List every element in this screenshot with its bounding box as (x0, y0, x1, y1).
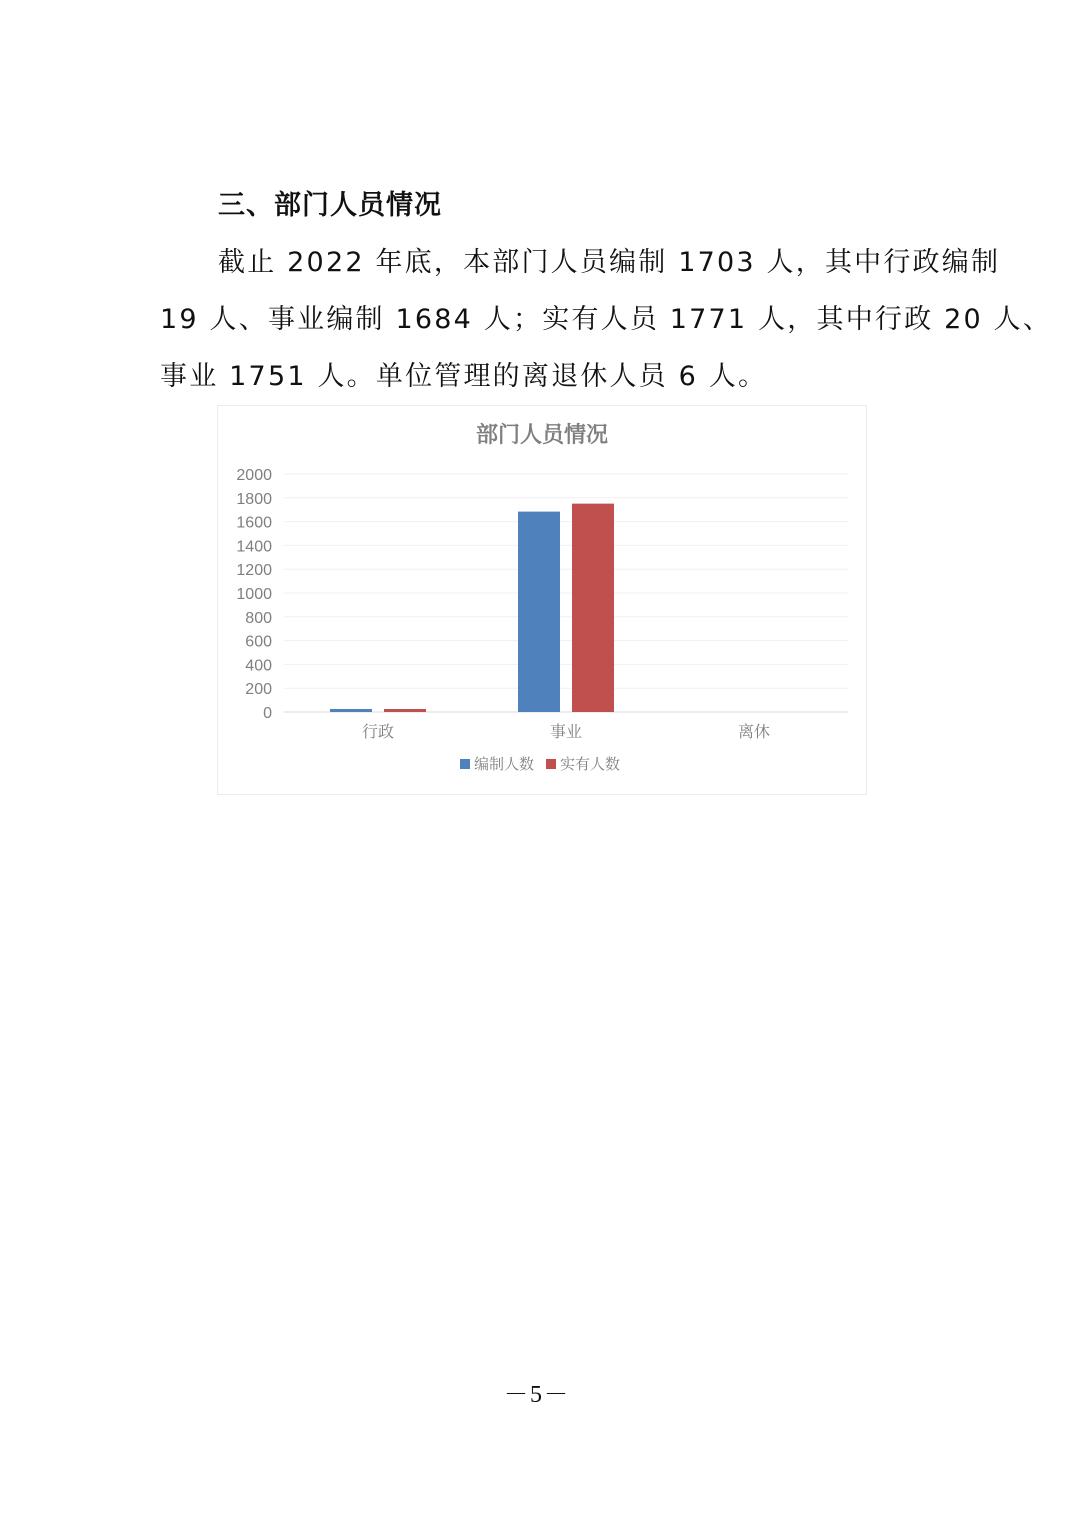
y-tick-label: 400 (245, 657, 272, 675)
paragraph-line-1: 截止 2022 年底，本部门人员编制 1703 人，其中行政编制 (218, 247, 1001, 278)
y-tick-label: 1200 (236, 562, 272, 580)
bar-budgeted-1 (518, 512, 560, 712)
chart-svg (218, 406, 866, 794)
section-heading: 三、部门人员情况 (218, 190, 442, 221)
page-number: －5－ (504, 1382, 570, 1408)
paragraph-line-3: 事业 1751 人。单位管理的离退休人员 6 人。 (160, 361, 768, 392)
x-category-label: 离休 (737, 722, 771, 741)
chart-title: 部门人员情况 (475, 423, 609, 448)
y-tick-label: 1600 (236, 514, 272, 532)
y-tick-label: 2000 (236, 467, 272, 484)
y-tick-label: 800 (245, 609, 272, 627)
y-tick-label: 1400 (236, 538, 272, 556)
legend-swatch (460, 759, 470, 769)
legend-label: 实有人数 (560, 755, 621, 773)
paragraph-line-2: 19 人、事业编制 1684 人；实有人员 1771 人，其中行政 20 人、 (160, 304, 1053, 335)
y-tick-label: 200 (245, 681, 272, 699)
bar-actual-1 (572, 504, 614, 712)
bar-actual-0 (384, 709, 426, 712)
y-tick-label: 1000 (236, 586, 272, 603)
legend-label: 编制人数 (474, 755, 535, 773)
bar-budgeted-0 (330, 709, 372, 712)
y-tick-label: 600 (245, 633, 272, 651)
legend-swatch (546, 759, 556, 769)
x-category-label: 行政 (361, 722, 395, 741)
y-tick-label: 0 (263, 705, 272, 722)
x-category-label: 事业 (549, 722, 583, 741)
staff-chart (217, 405, 867, 795)
y-tick-label: 1800 (236, 490, 272, 508)
